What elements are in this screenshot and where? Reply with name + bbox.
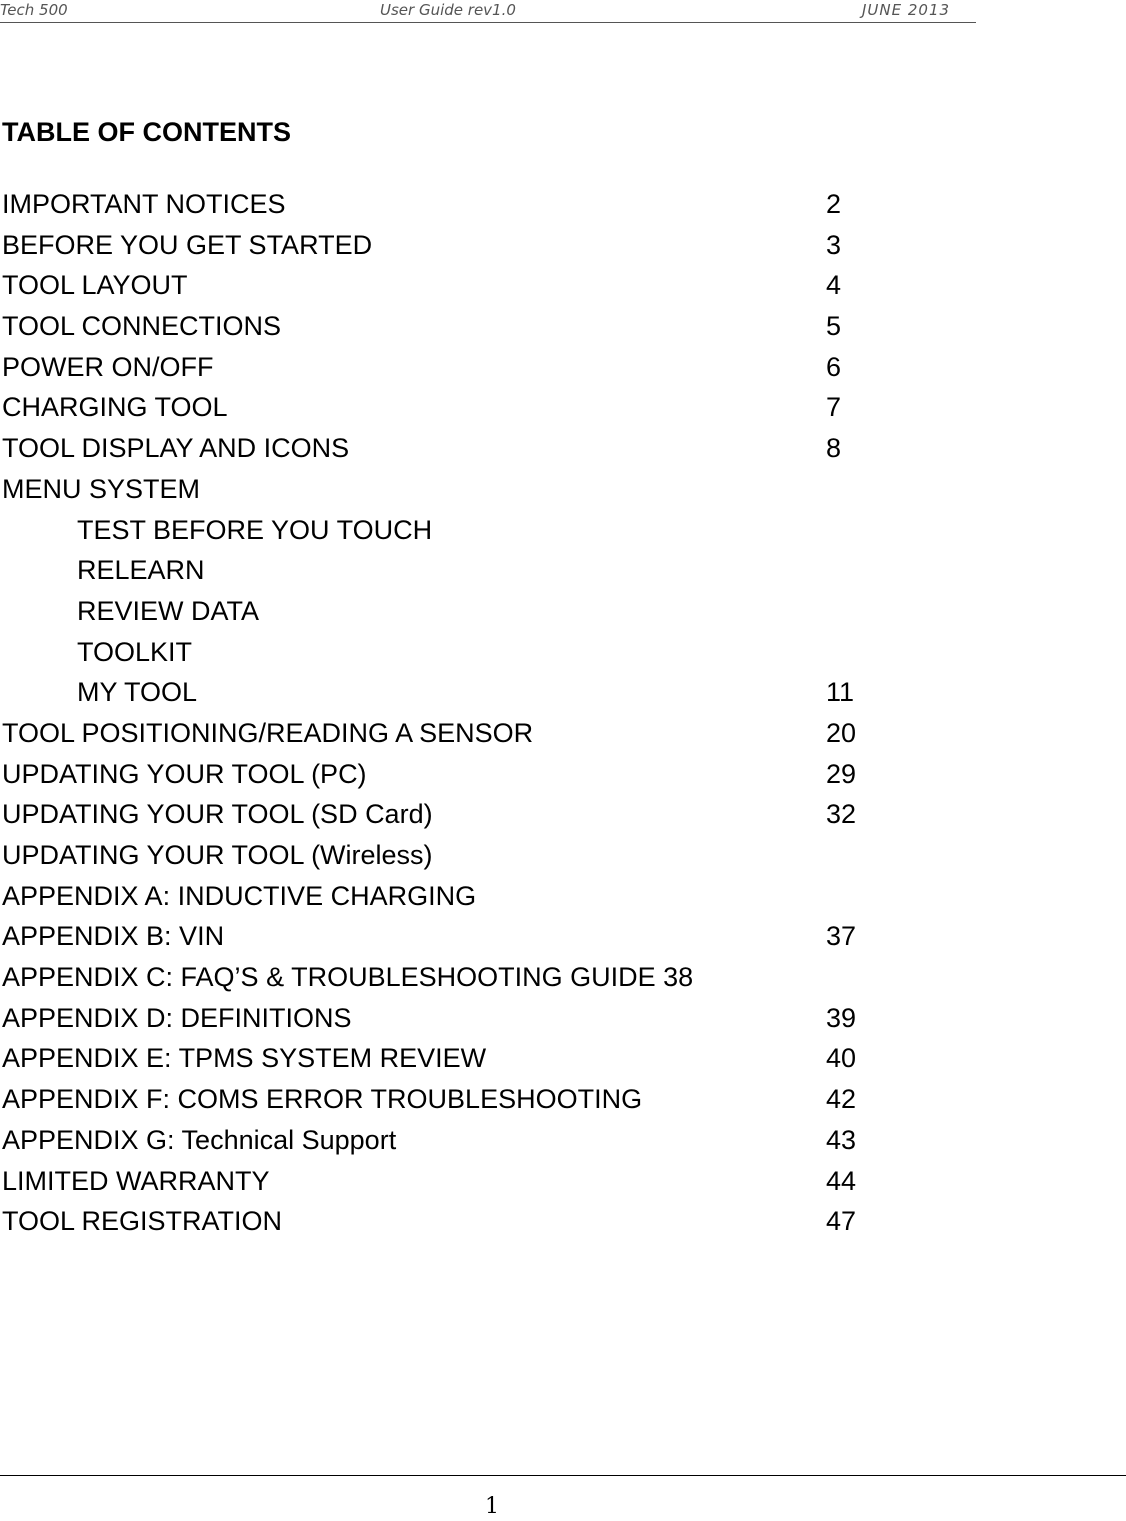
toc-entry-label: TOOL POSITIONING/READING A SENSOR <box>2 717 534 748</box>
toc-entry-page: 44 <box>826 1165 857 1196</box>
toc-entry-label: IMPORTANT NOTICES <box>2 189 286 219</box>
toc-entry-page: 47 <box>826 1206 857 1237</box>
toc-entry-label: RELEARN <box>77 555 205 586</box>
header-document-title: User Guide rev1.0 <box>380 1 516 19</box>
toc-entry-page: 39 <box>826 1002 857 1033</box>
table-of-contents <box>0 184 980 1242</box>
toc-entry-label: LIMITED WARRANTY <box>2 1165 270 1196</box>
toc-entry <box>0 469 980 510</box>
toc-entry-label: TOOL REGISTRATION <box>2 1206 283 1237</box>
toc-entry-label: TOOL CONNECTIONS <box>2 311 282 342</box>
toc-entry-label: APPENDIX E: TPMS SYSTEM REVIEW <box>2 1043 487 1074</box>
toc-entry <box>0 713 980 754</box>
toc-entry-label: TEST BEFORE YOU TOUCH <box>77 514 433 545</box>
toc-subentry <box>0 672 980 713</box>
toc-entry-page: 6 <box>826 351 842 382</box>
toc-entry-page: 37 <box>826 921 857 952</box>
toc-entry-page: 7 <box>826 392 842 423</box>
toc-entry <box>0 998 980 1039</box>
toc-entry-label: UPDATING YOUR TOOL (Wireless) <box>2 840 433 870</box>
toc-entry-page: 3 <box>826 229 842 260</box>
toc-entry-label: UPDATING YOUR TOOL (PC) <box>2 758 367 789</box>
toc-entry <box>0 184 980 225</box>
toc-entry <box>0 1038 980 1079</box>
footer-divider <box>0 1475 1126 1476</box>
toc-entry-page: 29 <box>826 758 857 789</box>
toc-entry-page: 40 <box>826 1043 857 1074</box>
toc-entry-label: BEFORE YOU GET STARTED <box>2 229 373 260</box>
toc-entry-label: APPENDIX A: INDUCTIVE CHARGING <box>2 880 477 911</box>
toc-entry-label: APPENDIX G: Technical Support <box>2 1124 397 1155</box>
toc-entry-label: TOOL LAYOUT <box>2 270 188 301</box>
toc-entry-label: APPENDIX B: VIN <box>2 921 225 952</box>
toc-entry <box>0 347 980 388</box>
toc-entry-label: POWER ON/OFF <box>2 351 214 382</box>
toc-entry <box>0 306 980 347</box>
toc-entry-label: APPENDIX C: FAQ’S & TROUBLESHOOTING GUIDE 38 <box>2 962 694 993</box>
toc-entry-page: 11 <box>826 677 855 708</box>
toc-entry-label: APPENDIX D: DEFINITIONS <box>2 1002 352 1033</box>
toc-entry <box>0 1201 980 1242</box>
toc-entry-label: UPDATING YOUR TOOL (SD Card) <box>2 799 433 830</box>
toc-subentry <box>0 550 980 591</box>
toc-entry <box>0 835 980 876</box>
toc-entry-page: 43 <box>826 1124 857 1155</box>
toc-entry-label: CHARGING TOOL <box>2 392 228 423</box>
toc-entry-label: APPENDIX F: COMS ERROR TROUBLESHOOTING <box>2 1084 643 1115</box>
toc-heading: TABLE OF CONTENTS <box>2 117 291 147</box>
toc-entry-label: TOOL DISPLAY AND ICONS <box>2 433 350 464</box>
toc-entry-page: 42 <box>826 1084 857 1115</box>
toc-entry <box>0 957 980 998</box>
toc-subentry <box>0 591 980 632</box>
toc-entry-label: MENU SYSTEM <box>2 473 201 504</box>
toc-entry-page: 8 <box>826 433 842 464</box>
toc-entry <box>0 876 980 917</box>
header-product-name: Tech 500 <box>0 1 68 19</box>
toc-entry <box>0 754 980 795</box>
toc-entry-page: 4 <box>826 270 842 301</box>
toc-entry-label: TOOLKIT <box>77 636 193 667</box>
toc-entry-page: 32 <box>826 799 857 830</box>
toc-entry-page: 20 <box>826 717 857 748</box>
toc-entry <box>0 1120 980 1161</box>
header-date: JUNE 2013 <box>862 1 951 19</box>
toc-entry <box>0 794 980 835</box>
toc-entry <box>0 225 980 266</box>
toc-entry <box>0 428 980 469</box>
toc-entry-label: MY TOOL <box>77 677 198 708</box>
toc-subentry <box>0 510 980 551</box>
toc-entry-label: REVIEW DATA <box>77 595 260 626</box>
toc-subentry <box>0 632 980 673</box>
toc-entry <box>0 387 980 428</box>
toc-entry-page: 5 <box>826 311 842 342</box>
toc-entry <box>0 1079 980 1120</box>
toc-entry <box>0 1161 980 1202</box>
toc-entry <box>0 265 980 306</box>
page-number: 1 <box>485 1494 499 1519</box>
toc-entry <box>0 916 980 957</box>
toc-entry-page: 2 <box>826 189 842 219</box>
page-header <box>0 0 976 23</box>
